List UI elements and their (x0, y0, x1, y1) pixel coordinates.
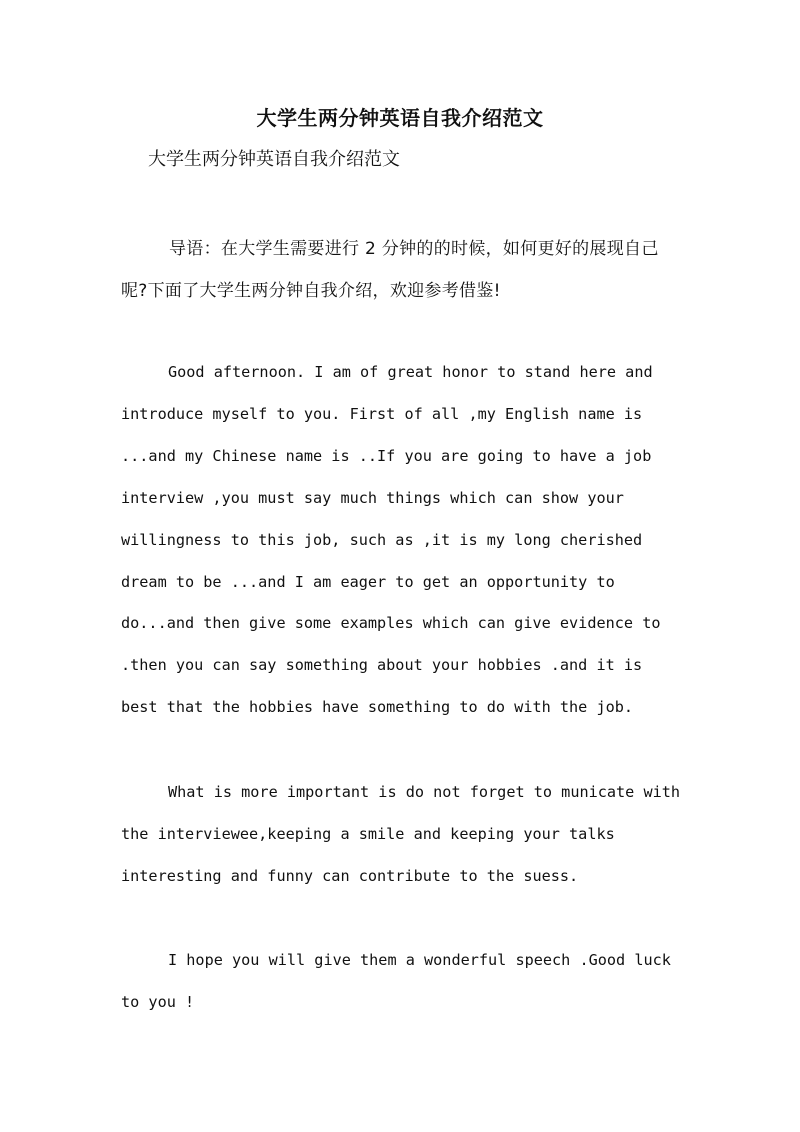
lead-paragraph: 导语：在大学生需要进行 2 分钟的的时候，如何更好的展现自己呢?下面了大学生两分钟自我介绍，欢迎参考借鉴! (121, 239, 659, 301)
document-title: 大学生两分钟英语自我介绍范文 (256, 106, 544, 130)
body-paragraph-1: Good afternoon. I am of great honor to stand here and introduce myself to you. First of all ,my English name is ...and my Chinese name is ..If you are going to have a job interview ,you must say much things which can show your willingness to this job, such as ,it is my long cherished dream to be ...and I am eager to get an opportunity to do...and then give some examples which can give evidence to .then you can say something about your hobbies .and it is best that the hobbies have something to do with the job. (121, 363, 661, 717)
document-subtitle: 大学生两分钟英语自我介绍范文 (148, 149, 400, 170)
body-paragraph-3: I hope you will give them a wonderful speech .Good luck to you ! (121, 951, 671, 1011)
body-paragraph-2: What is more important is do not forget to municate with the interviewee,keeping a smile and keeping your talks interesting and funny can contribute to the suess. (121, 783, 681, 885)
